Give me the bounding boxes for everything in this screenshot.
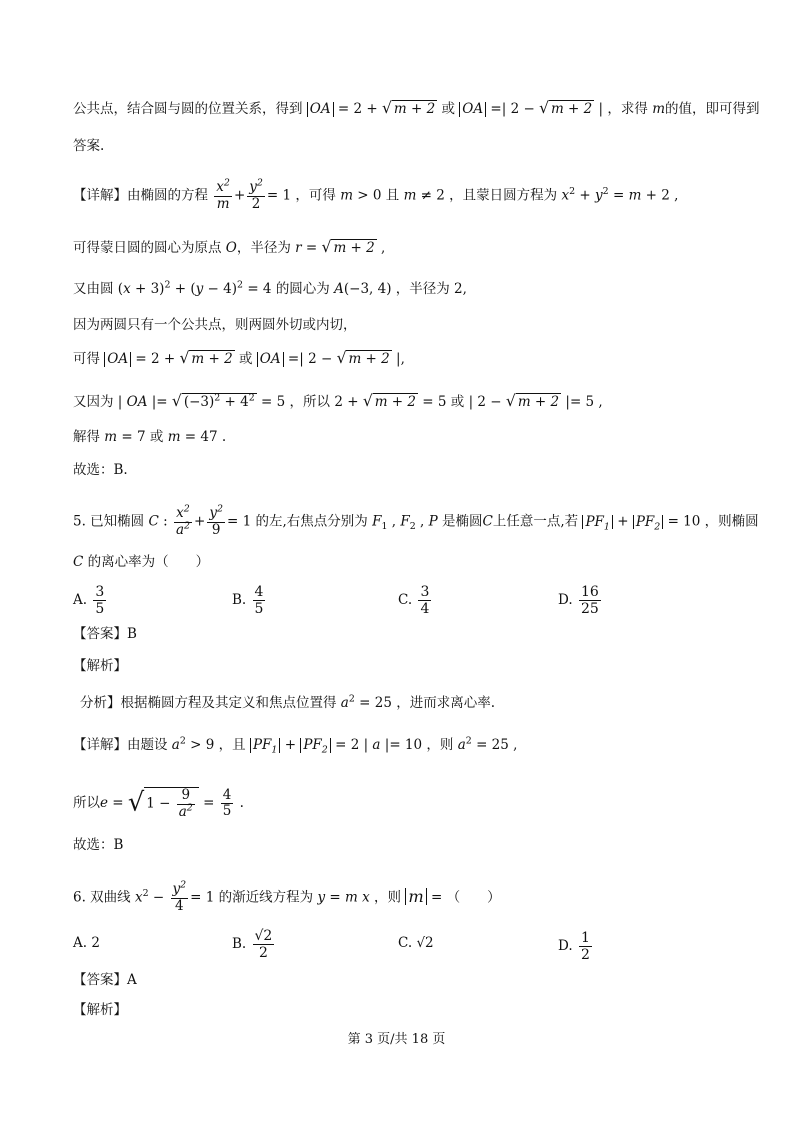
text-line: 解得 m = 7 或 m = 47 . xyxy=(73,429,227,445)
text-line: 可得 OA = 2 + √ m + 2 或 OA =| 2 − √ m + 2 |, xyxy=(73,349,405,367)
text-line: C 的离心率为（ ） xyxy=(73,554,210,570)
answer-label: 【答案】B xyxy=(73,626,137,642)
text-line: 分析】根据椭圆方程及其定义和焦点位置得 $a^2 = 25$ ，进而求离心率. xyxy=(80,693,496,711)
question-6: 6. 双曲线 $x^2$ − $\frac{y^2}{4}$ = 1 的渐近线方程为 y = m x ，则 m = （ ） xyxy=(73,879,501,914)
option-c[interactable]: C. $\frac{3}{4}$ xyxy=(398,584,430,618)
analysis-label: 【解析】 xyxy=(73,658,127,674)
answer-label: 【答案】A xyxy=(73,972,137,988)
option-b[interactable]: B. $\frac{4}{5}$ xyxy=(232,584,264,618)
page-footer: 第 3 页/共 18 页 xyxy=(347,1032,446,1047)
text-line: 又由圆 $(x + 3)^2 + (y - 4)^2 = 4$ 的圆心为 A(−3, 4) ，半径为 2, xyxy=(73,279,467,297)
option-b[interactable]: B. $\frac{√2}{2}$ xyxy=(232,928,273,962)
question-5: 5. 已知椭圆 C : $\frac{x^2}{a^2}$ + $\frac{y^2}{9}$ = 1 的左,右焦点分别为 $F_1$ , $F_2$ , P 是椭圆C上任意一点,若 $PF_1 + PF_2 = 10$ ，则椭圆 xyxy=(73,503,759,538)
text-line: 故选：B xyxy=(73,837,124,853)
text-line: 公共点，结合圆与圆的位置关系，得到 OA = 2 + √ m + 2 或 OA =| 2 − √ m + 2 | ，求得 m的值，即可得到 xyxy=(73,99,760,117)
option-d[interactable]: D. $\frac{1}{2}$ xyxy=(558,930,590,964)
analysis-label: 【解析】 xyxy=(73,1002,127,1018)
text-line: 答案. xyxy=(73,138,105,154)
text-line: 所以e = √ 1 − $\frac{9}{a^2}$ = $\frac{4}{5}$ . xyxy=(73,786,244,820)
option-a[interactable]: A. 2 xyxy=(73,935,100,951)
option-c[interactable]: C. √2 xyxy=(398,935,434,951)
text-line: 又因为 | OA |= √ $(-3)^2 + 4^2 = 5$ ，所以 2 + √ m + 2 = 5 或 | 2 − √ m + 2 |= 5 , xyxy=(73,392,603,410)
text-line: 【详解】由椭圆的方程 $\frac{x^2}{m}$ + $\frac{y^2}{2}$ = 1 ，可得 m > 0 且 m ≠ 2 ，且蒙日圆方程为 $x^2 + y^2 = m + 2$ , xyxy=(73,177,679,212)
option-a[interactable]: A. $\frac{3}{5}$ xyxy=(73,584,105,618)
text-line: 故选：B. xyxy=(73,462,128,478)
text-line: 可得蒙日圆的圆心为原点 O，半径为 r = √ m + 2 , xyxy=(73,238,386,256)
option-d[interactable]: D. $\frac{16}{25}$ xyxy=(558,584,599,618)
text-line: 【详解】由题设 $a^2 > 9$ ，且 $PF_1 + PF_2 = 2$ | a |= 10 ，则 $a^2 = 25$ , xyxy=(73,735,518,756)
text-line: 因为两圆只有一个公共点，则两圆外切或内切， xyxy=(73,317,357,333)
